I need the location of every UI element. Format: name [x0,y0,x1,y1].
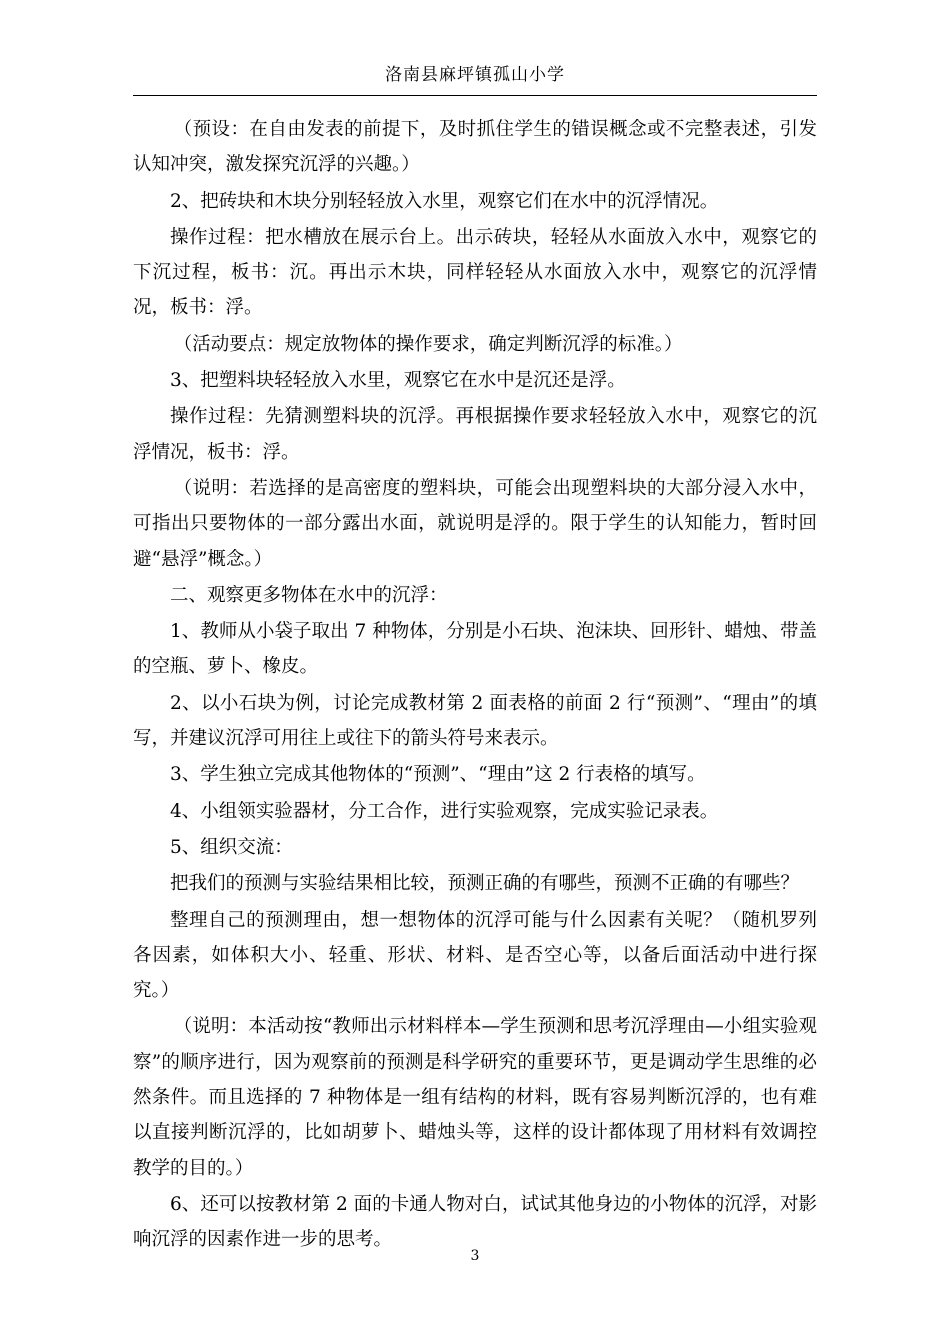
paragraph-compare: 把我们的预测与实验结果相比较，预测正确的有哪些，预测不正确的有哪些？ [170,873,800,895]
paragraph-reasons: 整理自己的预测理由，想一想物体的沉浮可能与什么因素有关呢？（随机罗列各因素，如体积大小、轻重、形状、材料、是否空心等，以备后面活动中进行探究。） [133,909,817,1002]
paragraph-item-1: 1、教师从小袋子取出 7 种物体，分别是小石块、泡沫块、回形针、蜡烛、带盖的空瓶、萝卜、橡皮。 [133,621,817,678]
paragraph-item-2: 2、以小石块为例，讨论完成教材第 2 面表格的前面 2 行“预测”、“理由”的填写，并建议沉浮可用往上或往下的箭头符号来表示。 [133,692,817,750]
paragraph-step-3: 3、把塑料块轻轻放入水里，观察它在水中是沉还是浮。 [170,370,626,392]
paragraph-item-5: 5、组织交流： [170,836,293,858]
page-header-title: 洛南县麻坪镇孤山小学 [385,65,565,85]
paragraph-preset-note: （预设：在自由发表的前提下，及时抓住学生的错误概念或不完整表述，引发认知冲突，激发探究沉浮的兴趣。） [133,119,817,176]
paragraph-activity-explanation: （说明：本活动按“教师出示材料样本—学生预测和思考沉浮理由—小组实验观察”的顺序进行，因为观察前的预测是科学研究的重要环节，更是调动学生思维的必然条件。而且选择的 7 种物体是一组有结构的材料，既有容易判断沉浮的，也有难以直接判断沉浮的，比如胡萝卜、蜡烛头等，这样的设计都体现了用材料有效调控教学的目的。） [133,1016,817,1179]
document-body [133,112,817,1259]
header-divider [133,95,817,96]
section-heading-2: 二、观察更多物体在水中的沉浮： [170,584,448,606]
paragraph-activity-points: （活动要点：规定放物体的操作要求，确定判断沉浮的标准。） [173,333,683,355]
paragraph-item-6: 6、还可以按教材第 2 面的卡通人物对白，试试其他身边的小物体的沉浮，对影响沉浮的因素作进一步的思考。 [133,1193,817,1251]
paragraph-item-3: 3、学生独立完成其他物体的“预测”、“理由”这 2 行表格的填写。 [170,764,706,786]
paragraph-item-4: 4、小组领实验器材，分工合作，进行实验观察，完成实验记录表。 [170,800,719,822]
paragraph-step-2-procedure: 操作过程：把水槽放在展示台上。出示砖块，轻轻从水面放入水中，观察它的下沉过程，板书：沉。再出示木块，同样轻轻从水面放入水中，观察它的沉浮情况，板书：浮。 [133,226,817,319]
page-number: 3 [470,1248,480,1264]
paragraph-step-2: 2、把砖块和木块分别轻轻放入水里，观察它们在水中的沉浮情况。 [170,190,719,212]
paragraph-plastic-note: （说明：若选择的是高密度的塑料块，可能会出现塑料块的大部分浸入水中，可指出只要物体的一部分露出水面，就说明是浮的。限于学生的认知能力，暂时回避“悬浮”概念。） [133,477,817,570]
paragraph-step-3-procedure: 操作过程：先猜测塑料块的沉浮。再根据操作要求轻轻放入水中，观察它的沉浮情况，板书：浮。 [133,406,817,463]
